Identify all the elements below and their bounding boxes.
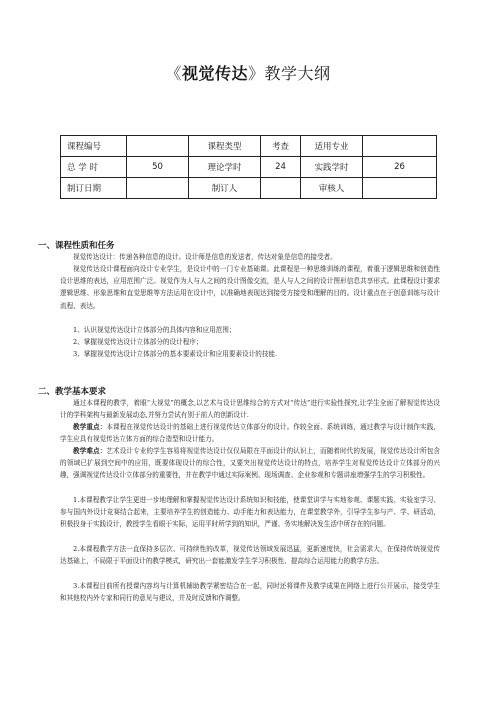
paragraph: 视觉传达设计：传递各种信息的设计。设计师是信息的发送者，传达对象是信息的接受者。 — [73, 253, 337, 261]
total-hours-value: 50 — [127, 157, 189, 178]
table-row — [61, 178, 437, 199]
list-item: 3、掌握视觉传达设计立体部分的基本要素设计和应用要素设计的技能. — [73, 350, 278, 358]
title-main: 视觉传达 — [181, 64, 248, 83]
difficulty-text: 艺术设计专业的学生容易将视觉传达设计仅仅局限在平面设计的认识上，而随着时代的发展，视觉传达设计所包含的领域已扩展到空间中的应用，既要体现设计的综合性，又要突出视觉传达设计的特点，培养学生对视觉传达设计立体部分的兴趣，强调视觉传达设计立体部分的重要性，并在教学中通过实际案例、现场调查、企业参观和专题讲座增强学生的学习积极性。 — [60, 447, 441, 480]
practice-hours-value: 26 — [363, 157, 437, 178]
document-title — [0, 61, 496, 84]
total-hours-label: 总 学 时 — [61, 157, 127, 178]
major-label: 适用专业 — [301, 136, 363, 157]
teaching-focus — [60, 421, 440, 445]
paragraph: 3.本课程目前所有授课内容均与计算机辅助教学紧密结合在一起，同时还将课件及教学成果在网络上进行公开展示，接受学生和其他校内外专家和同行的意见与建议，并及时反馈和作调整。 — [60, 582, 440, 603]
paragraph: 1.本课程教学让学生更进一步地理解和掌握视觉传达设计系统知识和技能，使课堂讲学与实地参观、课题实践、实验室学习、参与国内外设计竞赛结合起来，主要培养学生的创造能力、动手能力和表达能力，在课堂教学外，引导学生参与产、学、研活动，积极投身于实践设计，教授学生看眼于实际，运用平时所学到的知识，严谨、务实地解决发生活中所存在的问题。 — [60, 496, 440, 529]
table-row — [61, 136, 437, 157]
list-item: 2、掌握视觉传达设计立体部分的设计程序； — [73, 338, 203, 346]
theory-hours-label: 理论学时 — [189, 157, 261, 178]
course-info-table — [60, 135, 437, 199]
table-row — [61, 157, 437, 178]
major-value — [363, 136, 437, 157]
course-type-value: 考查 — [261, 136, 301, 157]
paragraph: 通过本课程的教学，着眼“大视觉”的概念,以艺术与设计思维综合的方式对“传达”进行实验性探究,让学生全面了解视觉传达设计的学科架构与最新发展动态,并努力尝试有别于前人的创新设计. — [60, 399, 440, 420]
focus-text: 本课程在视觉传达设计的基础上进行视觉传达立体部分的设计。作较全面、系统训练，通过教学与设计制作实践，学生应具有视觉传达立体方面的综合造型和设计能力。 — [60, 423, 441, 444]
course-type-label: 课程类型 — [189, 136, 261, 157]
paragraph: 视觉传达设计课程面向设计专业学生，是设计中的一门专业基础课。此课程是一种思维训练的课程，着重于逻辑思维和创造性设计思维的表达，应用范围广泛。视觉作为人与人之间的设计图像交流，是人与人之间的设计图形信息共享形式。此课程设计要求逻辑思维、形象思维和直觉思维等方法运用在设计中，以准确地表现达到接受方接受和理解的目的。设计重点在于创意训练与设计流程、表达。 — [60, 265, 440, 310]
focus-label: 教学重点： — [73, 423, 107, 431]
author-value — [261, 178, 301, 199]
reviewer-label: 审核人 — [301, 178, 363, 199]
list-item: 1、认识视觉传达设计立体部分的具体内容和应用范围； — [73, 326, 236, 334]
course-number-value — [127, 136, 189, 157]
reviewer-value — [363, 178, 437, 199]
difficulty-label: 教学难点： — [73, 447, 107, 455]
course-number-label: 课程编号 — [61, 136, 127, 157]
section-heading-requirements: 二、教学基本要求 — [38, 387, 107, 397]
teaching-difficulty — [60, 445, 440, 482]
date-label: 制订日期 — [61, 178, 127, 199]
author-label: 制订人 — [189, 178, 261, 199]
paragraph: 2.本课程教学方法一直保持多层次、可持续性的改革，视觉传达领域发展迅猛，更新速度快，社会需求大，在保持传统视觉传达基础上，不局限于平面设计的教学模式，研究出一套能激发学生学习积极性、提高综合运用能力的教学方法。 — [60, 545, 440, 566]
date-value — [127, 178, 189, 199]
title-suffix: 》教学大纲 — [248, 64, 331, 83]
theory-hours-value: 24 — [261, 157, 301, 178]
section-heading-nature: 一、课程性质和任务 — [38, 241, 115, 251]
title-prefix: 《 — [165, 64, 182, 83]
practice-hours-label: 实践学时 — [301, 157, 363, 178]
